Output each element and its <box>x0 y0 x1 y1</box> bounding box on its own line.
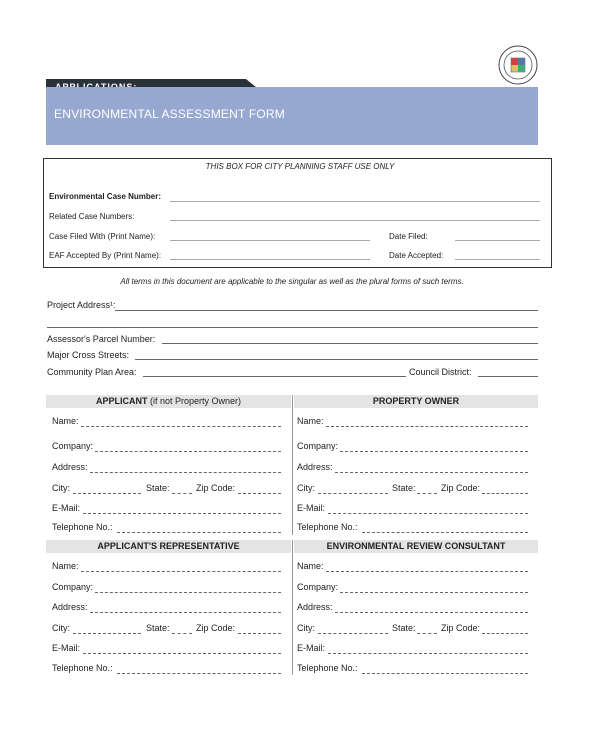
applicant-address-field[interactable] <box>90 472 281 473</box>
consultant-telephone-field[interactable] <box>362 673 528 674</box>
consultant-city-label: City: <box>297 623 315 633</box>
consultant-city-field[interactable] <box>318 633 388 634</box>
property-owner-header: PROPERTY OWNER <box>294 395 538 408</box>
date-filed-label: Date Filed: <box>389 232 428 241</box>
rep-telephone-label: Telephone No.: <box>52 663 113 673</box>
case-filed-with-label: Case Filed With (Print Name): <box>49 232 156 241</box>
rep-city-label: City: <box>52 623 70 633</box>
rep-city-field[interactable] <box>73 633 141 634</box>
rep-zip-field[interactable] <box>238 633 281 634</box>
project-address-label: Project Address¹: <box>47 300 116 310</box>
owner-city-label: City: <box>297 483 315 493</box>
applicant-telephone-field[interactable] <box>117 532 281 533</box>
rep-email-label: E-Mail: <box>52 643 81 653</box>
applicant-header <box>46 395 291 408</box>
staff-box-caption: THIS BOX FOR CITY PLANNING STAFF USE ONLY <box>205 162 395 171</box>
owner-zip-label: Zip Code: <box>441 483 481 493</box>
owner-telephone-label: Telephone No.: <box>297 522 358 532</box>
consultant-telephone-label: Telephone No.: <box>297 663 358 673</box>
env-case-number-field[interactable] <box>170 201 540 202</box>
rep-state-label: State: <box>146 623 170 633</box>
project-address-field[interactable] <box>115 310 538 311</box>
column-divider-bottom <box>292 540 293 675</box>
column-divider-top <box>292 395 293 535</box>
related-case-numbers-field[interactable] <box>170 220 540 221</box>
applicant-state-label: State: <box>146 483 170 493</box>
owner-address-label: Address: <box>297 462 333 472</box>
applicant-zip-label: Zip Code: <box>196 483 236 493</box>
case-filed-with-field[interactable] <box>170 240 370 241</box>
eaf-accepted-by-label: EAF Accepted By (Print Name): <box>49 251 162 260</box>
rep-name-label: Name: <box>52 561 79 571</box>
consultant-state-field[interactable] <box>417 633 437 634</box>
consultant-name-label: Name: <box>297 561 324 571</box>
date-accepted-label: Date Accepted: <box>389 251 444 260</box>
applicant-name-field[interactable] <box>81 426 281 427</box>
owner-name-field[interactable] <box>326 426 528 427</box>
applicant-state-field[interactable] <box>172 493 192 494</box>
parcel-number-label: Assessor's Parcel Number: <box>47 334 156 344</box>
owner-email-label: E-Mail: <box>297 503 326 513</box>
applicant-city-label: City: <box>52 483 70 493</box>
representative-header: APPLICANT'S REPRESENTATIVE <box>46 540 291 553</box>
env-case-number-label: Environmental Case Number: <box>49 192 162 201</box>
rep-state-field[interactable] <box>172 633 192 634</box>
rep-company-label: Company: <box>52 582 94 592</box>
consultant-company-field[interactable] <box>340 592 528 593</box>
parcel-number-field[interactable] <box>162 343 538 344</box>
terms-notice: All terms in this document are applicable to the singular as well as the plural forms of such terms. <box>120 277 464 286</box>
consultant-email-field[interactable] <box>328 653 528 654</box>
applicant-city-field[interactable] <box>73 493 141 494</box>
council-district-field[interactable] <box>478 376 538 377</box>
owner-address-field[interactable] <box>335 472 528 473</box>
community-plan-field[interactable] <box>143 376 406 377</box>
rep-email-field[interactable] <box>83 653 281 654</box>
cross-streets-field[interactable] <box>135 359 538 360</box>
applicant-company-field[interactable] <box>95 451 281 452</box>
owner-name-label: Name: <box>297 416 324 426</box>
rep-address-label: Address: <box>52 602 88 612</box>
applicant-email-label: E-Mail: <box>52 503 81 513</box>
owner-city-field[interactable] <box>318 493 388 494</box>
consultant-address-field[interactable] <box>335 612 528 613</box>
consultant-header: ENVIRONMENTAL REVIEW CONSULTANT <box>294 540 538 553</box>
applicant-address-label: Address: <box>52 462 88 472</box>
owner-state-field[interactable] <box>417 493 437 494</box>
applicant-zip-field[interactable] <box>238 493 281 494</box>
applicant-company-label: Company: <box>52 441 94 451</box>
owner-company-label: Company: <box>297 441 339 451</box>
rep-telephone-field[interactable] <box>117 673 281 674</box>
date-accepted-field[interactable] <box>455 259 540 260</box>
owner-email-field[interactable] <box>328 513 528 514</box>
rep-address-field[interactable] <box>90 612 281 613</box>
date-filed-field[interactable] <box>455 240 540 241</box>
applicant-name-label: Name: <box>52 416 79 426</box>
city-seal-icon <box>498 45 538 85</box>
cross-streets-label: Major Cross Streets: <box>47 350 130 360</box>
consultant-zip-field[interactable] <box>482 633 528 634</box>
owner-company-field[interactable] <box>340 451 528 452</box>
project-address-field-2[interactable] <box>47 327 538 328</box>
owner-telephone-field[interactable] <box>362 532 528 533</box>
consultant-address-label: Address: <box>297 602 333 612</box>
owner-zip-field[interactable] <box>482 493 528 494</box>
council-district-label: Council District: <box>409 367 472 377</box>
rep-name-field[interactable] <box>81 571 281 572</box>
consultant-email-label: E-Mail: <box>297 643 326 653</box>
rep-zip-label: Zip Code: <box>196 623 236 633</box>
consultant-name-field[interactable] <box>326 571 528 572</box>
consultant-zip-label: Zip Code: <box>441 623 481 633</box>
rep-company-field[interactable] <box>95 592 281 593</box>
applicant-email-field[interactable] <box>83 513 281 514</box>
eaf-accepted-by-field[interactable] <box>170 259 370 260</box>
consultant-company-label: Company: <box>297 582 339 592</box>
applicant-header-note: (if not Property Owner) <box>147 396 242 406</box>
applicant-telephone-label: Telephone No.: <box>52 522 113 532</box>
form-title: ENVIRONMENTAL ASSESSMENT FORM <box>54 107 285 121</box>
applicant-header-bold: APPLICANT <box>95 396 148 406</box>
community-plan-label: Community Plan Area: <box>47 367 137 377</box>
consultant-state-label: State: <box>392 623 416 633</box>
related-case-numbers-label: Related Case Numbers: <box>49 212 135 221</box>
owner-state-label: State: <box>392 483 416 493</box>
